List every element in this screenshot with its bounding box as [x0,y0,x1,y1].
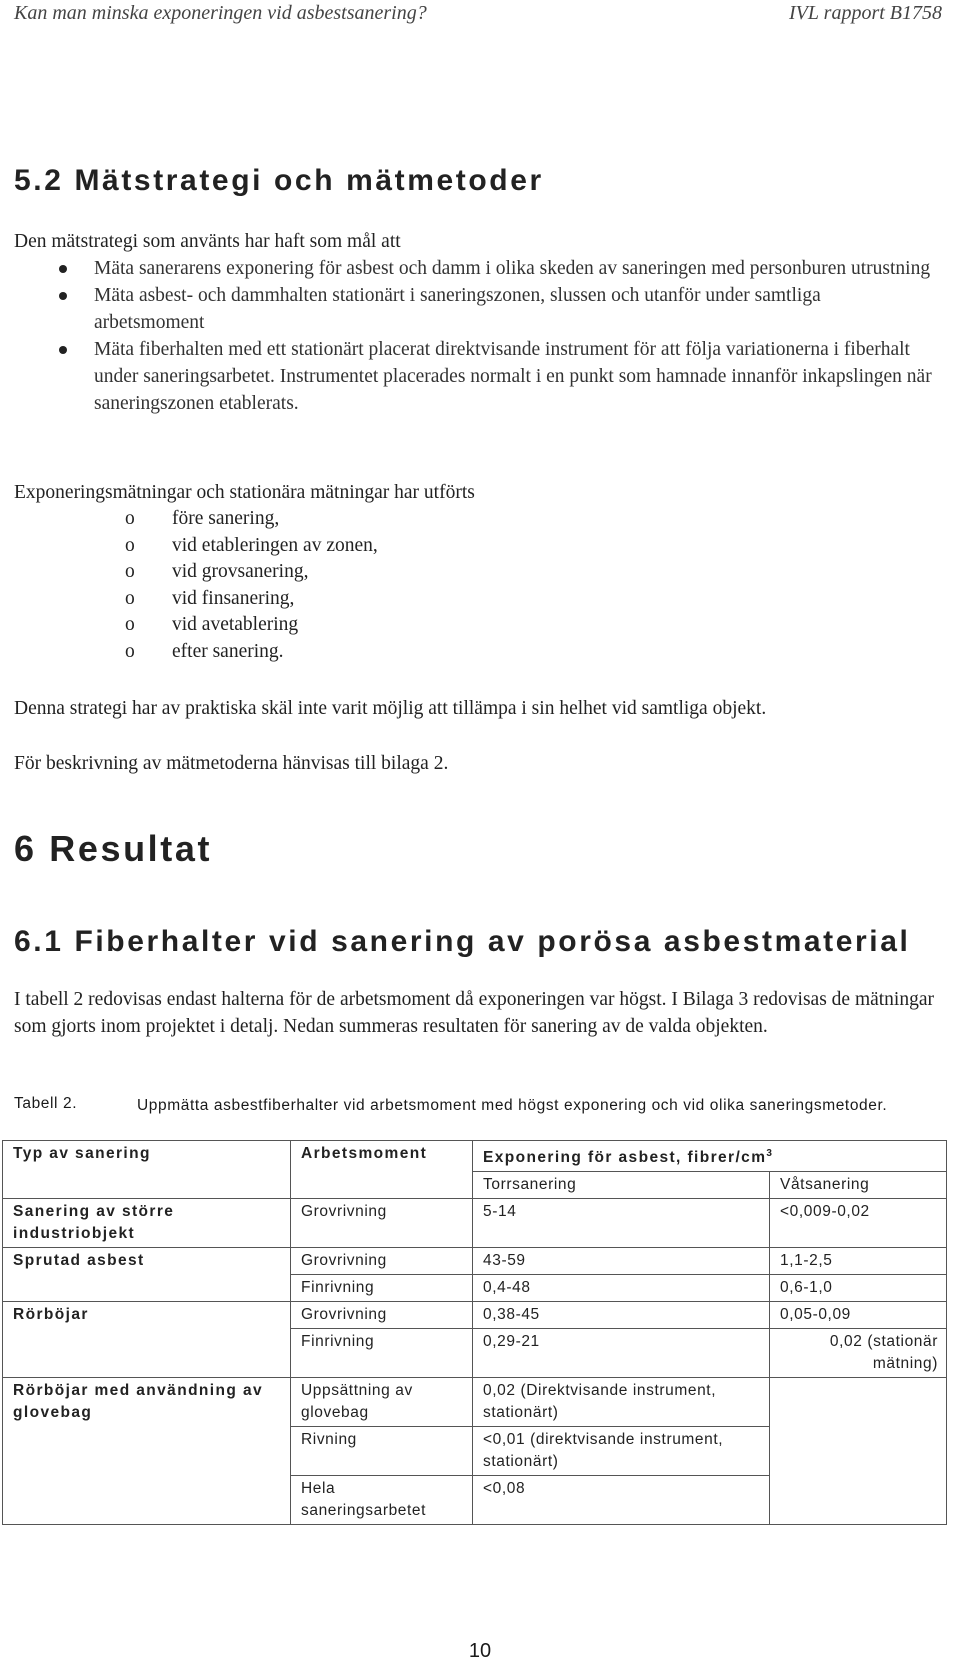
strategy-bullet-list [14,255,934,417]
cell-dry: <0,01 (direktvisande instrument, stationärt) [473,1427,770,1476]
bullet-item [14,255,934,282]
section-heading-5-2: 5.2 Mätstrategi och mätmetoder [14,164,544,197]
phase-text: före sanering, [172,508,280,529]
cell-moment: Grovrivning [291,1199,473,1248]
cell-dry: 5-14 [473,1199,770,1248]
cell-wet: <0,009-0,02 [770,1199,947,1248]
list-marker: o [125,587,135,609]
header-wet: Våtsanering [770,1172,947,1199]
bullet-marker [59,265,67,273]
cell-type [3,1427,291,1476]
cell-moment: Finrivning [291,1329,473,1378]
header-moment-cont [291,1172,473,1199]
cell-dry: <0,08 [473,1476,770,1525]
cell-type [3,1476,291,1525]
bullet-item [14,282,934,336]
cell-type [3,1329,291,1378]
cell-dry: 43-59 [473,1248,770,1275]
cell-moment: Finrivning [291,1275,473,1302]
list-marker: o [125,614,135,636]
phase-item [14,559,378,586]
table-caption-label: Tabell 2. [14,1095,78,1112]
table-subheader-row [3,1172,947,1199]
header-exposure-text: Exponering för asbest, fibrer/cm [483,1149,767,1167]
page-number: 10 [468,1640,492,1662]
phase-item [14,586,378,613]
phase-list [14,506,378,666]
fiber-concentration-table [2,1140,947,1525]
table-row [3,1248,947,1275]
list-marker: o [125,561,135,583]
header-dry: Torrsanering [473,1172,770,1199]
table-row [3,1329,947,1378]
header-type-cont [3,1172,291,1199]
cell-type: Sanering av större industriobjekt [3,1199,291,1248]
table-caption-text: Uppmätta asbestfiberhalter vid arbetsmoment med högst exponering och vid olika saneringsmetoder. [137,1097,888,1114]
table-row [3,1302,947,1329]
running-header-title: Kan man minska exponeringen vid asbestsanering? [14,2,427,24]
cell-moment: Grovrivning [291,1302,473,1329]
list-marker: o [125,508,135,529]
table-row [3,1275,947,1302]
phase-item [14,506,378,533]
strategy-intro: Den mätstrategi som använts har haft som mål att [14,231,401,252]
cell-dry: 0,38-45 [473,1302,770,1329]
header-type: Typ av sanering [3,1141,291,1172]
bullet-text: Mäta fiberhalten med ett stationärt placerat direktvisande instrument för att följa variationerna i fiberhalt under saneringsarbetet. Instrumentet placerades normalt i en punkt som hamnade innanför inkapslingen när saneringszonen etablerats. [94,339,932,414]
cell-moment: Rivning [291,1427,473,1476]
table-row [3,1476,947,1525]
phase-text: efter sanering. [172,640,284,662]
cell-wet: 0,05-0,09 [770,1302,947,1329]
table-row [3,1199,947,1248]
cell-dry: 0,29-21 [473,1329,770,1378]
methods-note: För beskrivning av mätmetoderna hänvisas till bilaga 2. [14,753,449,774]
cell-moment: Hela saneringsarbetet [291,1476,473,1525]
cell-dry: 0,02 (Direktvisande instrument, stationärt) [473,1378,770,1427]
cell-wet [770,1378,947,1427]
cell-dry: 0,4-48 [473,1275,770,1302]
running-header-report-id: IVL rapport B1758 [789,2,942,24]
phase-text: vid finsanering, [172,587,295,609]
bullet-marker [59,346,67,354]
phase-text: vid etableringen av zonen, [172,534,378,556]
phase-item [14,639,378,666]
exposure-intro: Exponeringsmätningar och stationära mätningar har utförts [14,482,475,503]
bullet-text: Mäta sanerarens exponering för asbest och damm i olika skeden av saneringen med personburen utrustning [94,258,931,279]
bullet-marker [59,292,67,300]
cell-wet: 1,1-2,5 [770,1248,947,1275]
cell-moment: Uppsättning av glovebag [291,1378,473,1427]
bullet-item [14,336,934,417]
cell-wet: 0,6-1,0 [770,1275,947,1302]
cell-wet [770,1427,947,1476]
phase-text: vid grovsanering, [172,561,309,583]
strategy-note: Denna strategi har av praktiska skäl inte varit möjlig att tillämpa i sin helhet vid samtliga objekt. [14,698,767,719]
cell-wet [770,1476,947,1525]
cell-wet: 0,02 (stationär mätning) [770,1329,947,1378]
table-header-row [3,1141,947,1172]
phase-text: vid avetablering [172,614,299,636]
cell-type: Rörböjar [3,1302,291,1329]
section-heading-6-1: 6.1 Fiberhalter vid sanering av porösa asbestmaterial [14,925,911,958]
cell-type: Rörböjar med användning av glovebag [3,1378,291,1427]
cell-moment: Grovrivning [291,1248,473,1275]
header-moment: Arbetsmoment [291,1141,473,1172]
phase-item [14,612,378,639]
results-text: I tabell 2 redovisas endast halterna för de arbetsmoment då exponeringen var högst. I Bilaga 3 redovisas de mätningar som gjorts inom projektet i detalj. Nedan summeras resultaten för sanering av de valda objekten. [14,989,934,1037]
list-marker: o [125,640,135,662]
cell-type [3,1275,291,1302]
list-marker: o [125,534,135,556]
table-row [3,1427,947,1476]
cell-type: Sprutad asbest [3,1248,291,1275]
phase-item [14,533,378,560]
section-heading-6: 6 Resultat [14,828,213,869]
header-exposure-superscript: 3 [766,1148,774,1159]
table-row [3,1378,947,1427]
header-exposure [473,1141,947,1172]
bullet-text: Mäta asbest- och dammhalten stationärt i saneringszonen, slussen och utanför under samtliga arbetsmoment [94,285,821,333]
